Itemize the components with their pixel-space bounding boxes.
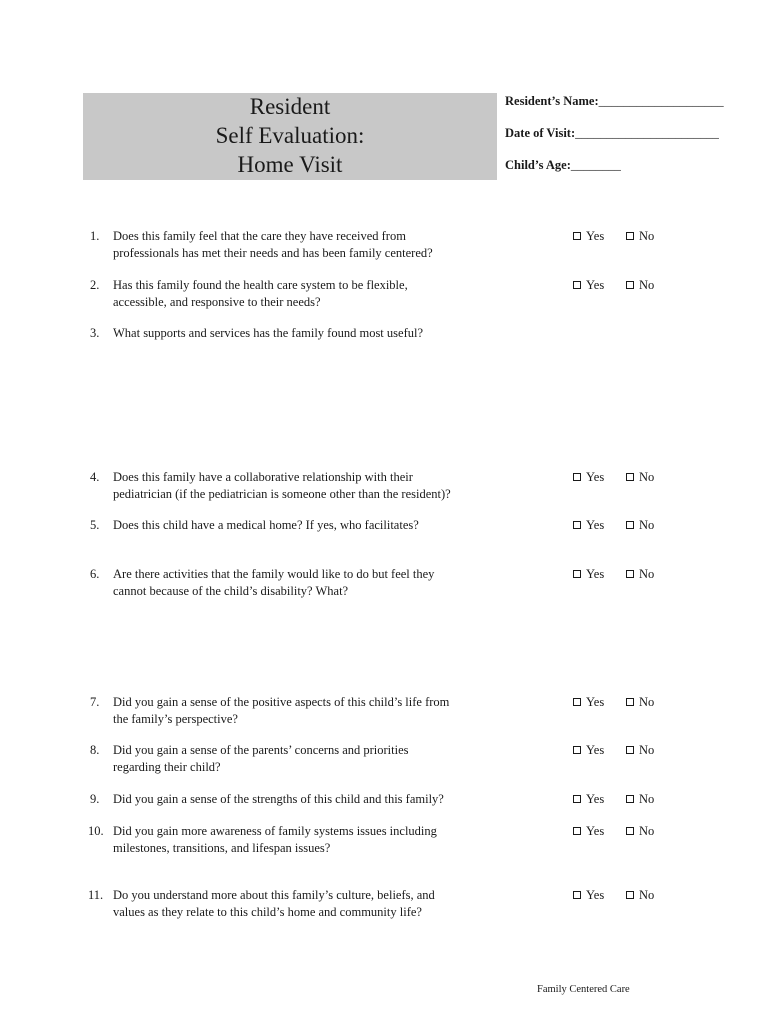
checkbox-icon	[573, 232, 581, 240]
checkbox-icon	[573, 795, 581, 803]
no-label: No	[639, 695, 655, 709]
question-line: pediatrician (if the pediatrician is someone other than the resident)?	[113, 487, 451, 501]
page-footer: Family Centered Care	[537, 984, 630, 995]
question-number: 6.	[90, 567, 100, 581]
yes-label: Yes	[586, 229, 605, 243]
residents-name-blank[interactable]: ____________________	[598, 94, 724, 108]
yes-label: Yes	[586, 888, 605, 902]
question-number: 7.	[90, 695, 100, 709]
question-text	[113, 694, 508, 728]
yes-checkbox[interactable]	[573, 469, 604, 486]
question-text	[113, 469, 513, 503]
question-number: 10.	[88, 824, 104, 838]
no-checkbox[interactable]	[626, 228, 654, 245]
no-checkbox[interactable]	[626, 742, 654, 759]
question-line: Does this family feel that the care they have received from	[113, 229, 406, 243]
question-line: regarding their child?	[113, 760, 221, 774]
question-number: 1.	[90, 229, 100, 243]
checkbox-icon	[626, 827, 634, 835]
question-text	[113, 742, 508, 776]
no-label: No	[639, 518, 655, 532]
checkbox-icon	[573, 827, 581, 835]
checkbox-icon	[626, 891, 634, 899]
question-number: 3.	[90, 326, 100, 340]
checkbox-icon	[626, 570, 634, 578]
yes-label: Yes	[586, 470, 605, 484]
question-text	[113, 277, 508, 311]
question-text	[113, 791, 508, 808]
yes-label: Yes	[586, 567, 605, 581]
residents-name-field[interactable]	[505, 94, 724, 109]
yes-checkbox[interactable]	[573, 566, 604, 583]
form-title-line-2: Self Evaluation:	[215, 123, 365, 148]
question-line: the family’s perspective?	[113, 712, 238, 726]
no-label: No	[639, 824, 655, 838]
form-title-line-3: Home Visit	[237, 152, 343, 177]
question-line: Are there activities that the family would like to do but feel they	[113, 567, 435, 581]
yes-checkbox[interactable]	[573, 517, 604, 534]
checkbox-icon	[573, 473, 581, 481]
yes-checkbox[interactable]	[573, 742, 604, 759]
childs-age-label: Child’s Age:	[505, 158, 571, 172]
question-line: accessible, and responsive to their needs?	[113, 295, 321, 309]
checkbox-icon	[573, 891, 581, 899]
checkbox-icon	[626, 795, 634, 803]
checkbox-icon	[626, 746, 634, 754]
checkbox-icon	[573, 521, 581, 529]
question-text	[113, 887, 508, 921]
checkbox-icon	[573, 570, 581, 578]
question-number: 4.	[90, 470, 100, 484]
checkbox-icon	[626, 521, 634, 529]
question-text	[113, 566, 508, 600]
question-line: values as they relate to this child’s home and community life?	[113, 905, 422, 919]
form-title-box	[83, 93, 497, 180]
question-line: Does this child have a medical home? If yes, who facilitates?	[113, 518, 419, 532]
question-line: cannot because of the child’s disability? What?	[113, 584, 349, 598]
question-line: Do you understand more about this family’s culture, beliefs, and	[113, 888, 435, 902]
yes-label: Yes	[586, 518, 605, 532]
question-line: What supports and services has the family found most useful?	[113, 326, 423, 340]
question-line: milestones, transitions, and lifespan issues?	[113, 841, 331, 855]
checkbox-icon	[573, 698, 581, 706]
yes-checkbox[interactable]	[573, 887, 604, 904]
question-text	[113, 517, 508, 534]
childs-age-field[interactable]	[505, 158, 621, 173]
question-number: 5.	[90, 518, 100, 532]
no-checkbox[interactable]	[626, 887, 654, 904]
yes-label: Yes	[586, 278, 605, 292]
no-checkbox[interactable]	[626, 277, 654, 294]
date-of-visit-label: Date of Visit:	[505, 126, 576, 140]
date-of-visit-blank[interactable]: _______________________	[575, 126, 719, 140]
yes-checkbox[interactable]	[573, 277, 604, 294]
question-text	[113, 228, 508, 262]
checkbox-icon	[573, 281, 581, 289]
checkbox-icon	[626, 473, 634, 481]
no-checkbox[interactable]	[626, 469, 654, 486]
question-text	[113, 823, 508, 857]
no-checkbox[interactable]	[626, 791, 654, 808]
question-line: Did you gain a sense of the positive aspects of this child’s life from	[113, 695, 450, 709]
childs-age-blank[interactable]: ________	[570, 158, 621, 172]
no-label: No	[639, 743, 655, 757]
date-of-visit-field[interactable]	[505, 126, 719, 141]
yes-checkbox[interactable]	[573, 791, 604, 808]
yes-checkbox[interactable]	[573, 694, 604, 711]
no-checkbox[interactable]	[626, 566, 654, 583]
yes-label: Yes	[586, 824, 605, 838]
no-label: No	[639, 470, 655, 484]
checkbox-icon	[626, 232, 634, 240]
question-number: 9.	[90, 792, 100, 806]
checkbox-icon	[626, 698, 634, 706]
question-number: 2.	[90, 278, 100, 292]
question-line: professionals has met their needs and has been family centered?	[113, 246, 433, 260]
no-label: No	[639, 278, 655, 292]
residents-name-label: Resident’s Name:	[505, 94, 599, 108]
yes-checkbox[interactable]	[573, 823, 604, 840]
checkbox-icon	[573, 746, 581, 754]
no-checkbox[interactable]	[626, 517, 654, 534]
no-label: No	[639, 567, 655, 581]
yes-label: Yes	[586, 792, 605, 806]
no-label: No	[639, 792, 655, 806]
question-number: 8.	[90, 743, 100, 757]
question-number: 11.	[88, 888, 104, 902]
question-text	[113, 325, 508, 342]
no-label: No	[639, 888, 655, 902]
yes-label: Yes	[586, 743, 605, 757]
question-line: Has this family found the health care system to be flexible,	[113, 278, 408, 292]
question-line: Did you gain a sense of the parents’ concerns and priorities	[113, 743, 409, 757]
no-label: No	[639, 229, 655, 243]
checkbox-icon	[626, 281, 634, 289]
no-checkbox[interactable]	[626, 694, 654, 711]
yes-checkbox[interactable]	[573, 228, 604, 245]
no-checkbox[interactable]	[626, 823, 654, 840]
question-line: Did you gain more awareness of family systems issues including	[113, 824, 437, 838]
question-line: Does this family have a collaborative relationship with their	[113, 470, 413, 484]
form-title-line-1: Resident	[249, 94, 331, 119]
yes-label: Yes	[586, 695, 605, 709]
question-line: Did you gain a sense of the strengths of this child and this family?	[113, 792, 444, 806]
